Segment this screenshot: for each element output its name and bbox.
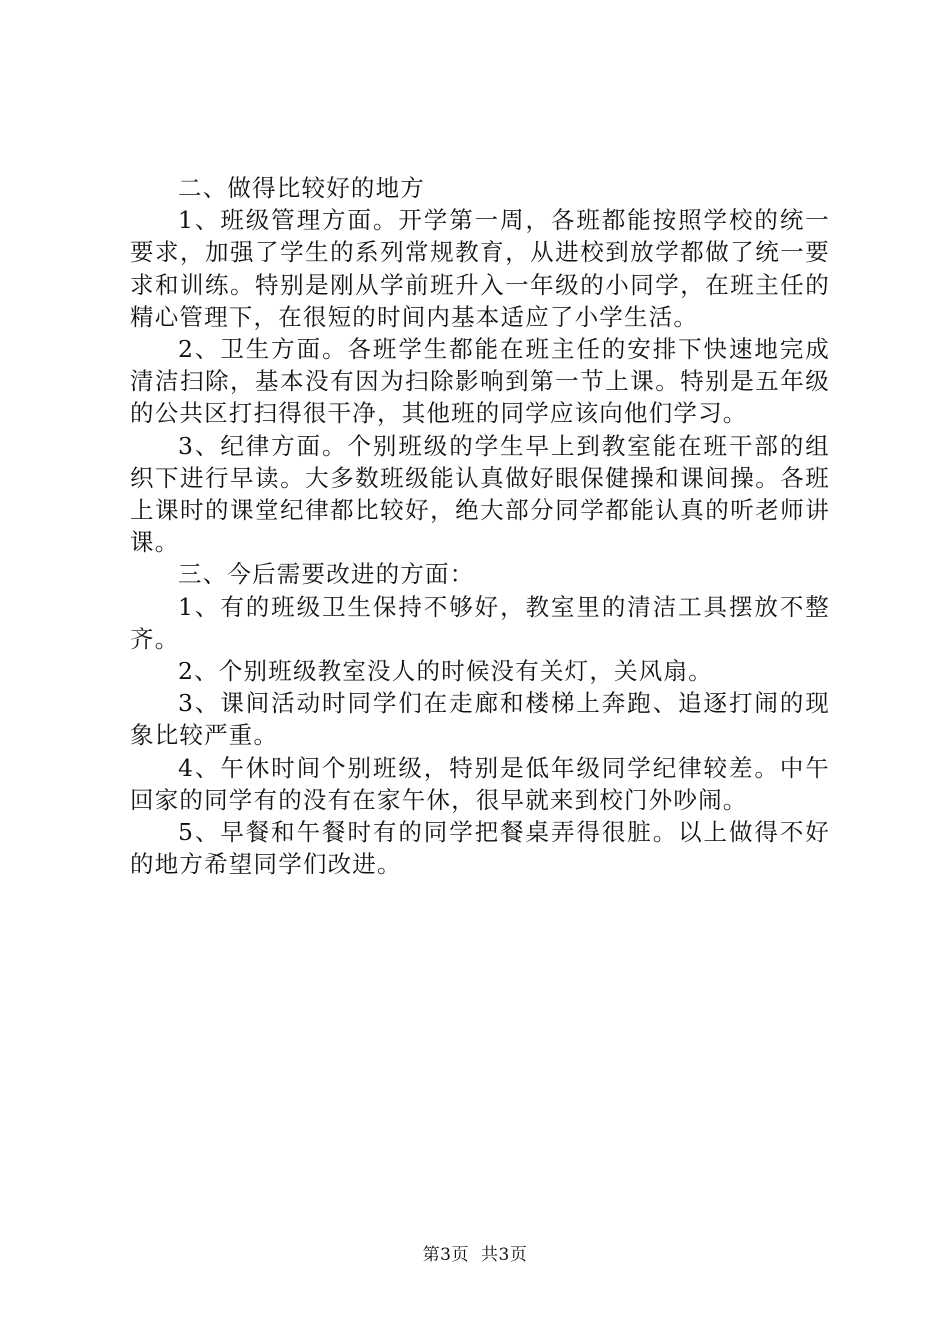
page-number-current: 第3页 bbox=[422, 1245, 469, 1265]
paragraph-class-management: 1、班级管理方面。开学第一周，各班都能按照学校的统一要求，加强了学生的系列常规教育，从进校到放学都做了统一要求和训练。特别是刚从学前班升入一年级的小同学，在班主任的精心管理下，在很短的时间内基本适应了小学生活。 bbox=[130, 206, 830, 331]
improvement-item-2: 2、个别班级教室没人的时候没有关灯，关风扇。 bbox=[178, 657, 713, 686]
section-heading-improvements: 三、今后需要改进的方面： bbox=[178, 560, 475, 589]
section-heading-strengths: 二、做得比较好的地方 bbox=[178, 174, 425, 202]
page-footer bbox=[0, 1243, 950, 1267]
improvement-item-5: 5、早餐和午餐时有的同学把餐桌弄得很脏。以上做得不好的地方希望同学们改进。 bbox=[130, 818, 830, 879]
improvement-item-1: 1、有的班级卫生保持不够好，教室里的清洁工具摆放不整齐。 bbox=[130, 592, 830, 653]
improvement-item-3: 3、课间活动时同学们在走廊和楼梯上奔跑、追逐打闹的现象比较严重。 bbox=[130, 689, 830, 750]
paragraph-hygiene: 2、卫生方面。各班学生都能在班主任的安排下快速地完成清洁扫除，基本没有因为扫除影响到第一节上课。特别是五年级的公共区打扫得很干净，其他班的同学应该向他们学习。 bbox=[130, 335, 830, 428]
improvement-item-4: 4、午休时间个别班级，特别是低年级同学纪律较差。中午回家的同学有的没有在家午休，很早就来到校门外吵闹。 bbox=[130, 753, 830, 814]
document-body bbox=[130, 172, 830, 880]
paragraph-discipline: 3、纪律方面。个别班级的学生早上到教室能在班干部的组织下进行早读。大多数班级能认真做好眼保健操和课间操。各班上课时的课堂纪律都比较好，绝大部分同学都能认真的听老师讲课。 bbox=[130, 431, 830, 557]
page-number-total: 共3页 bbox=[481, 1245, 528, 1265]
